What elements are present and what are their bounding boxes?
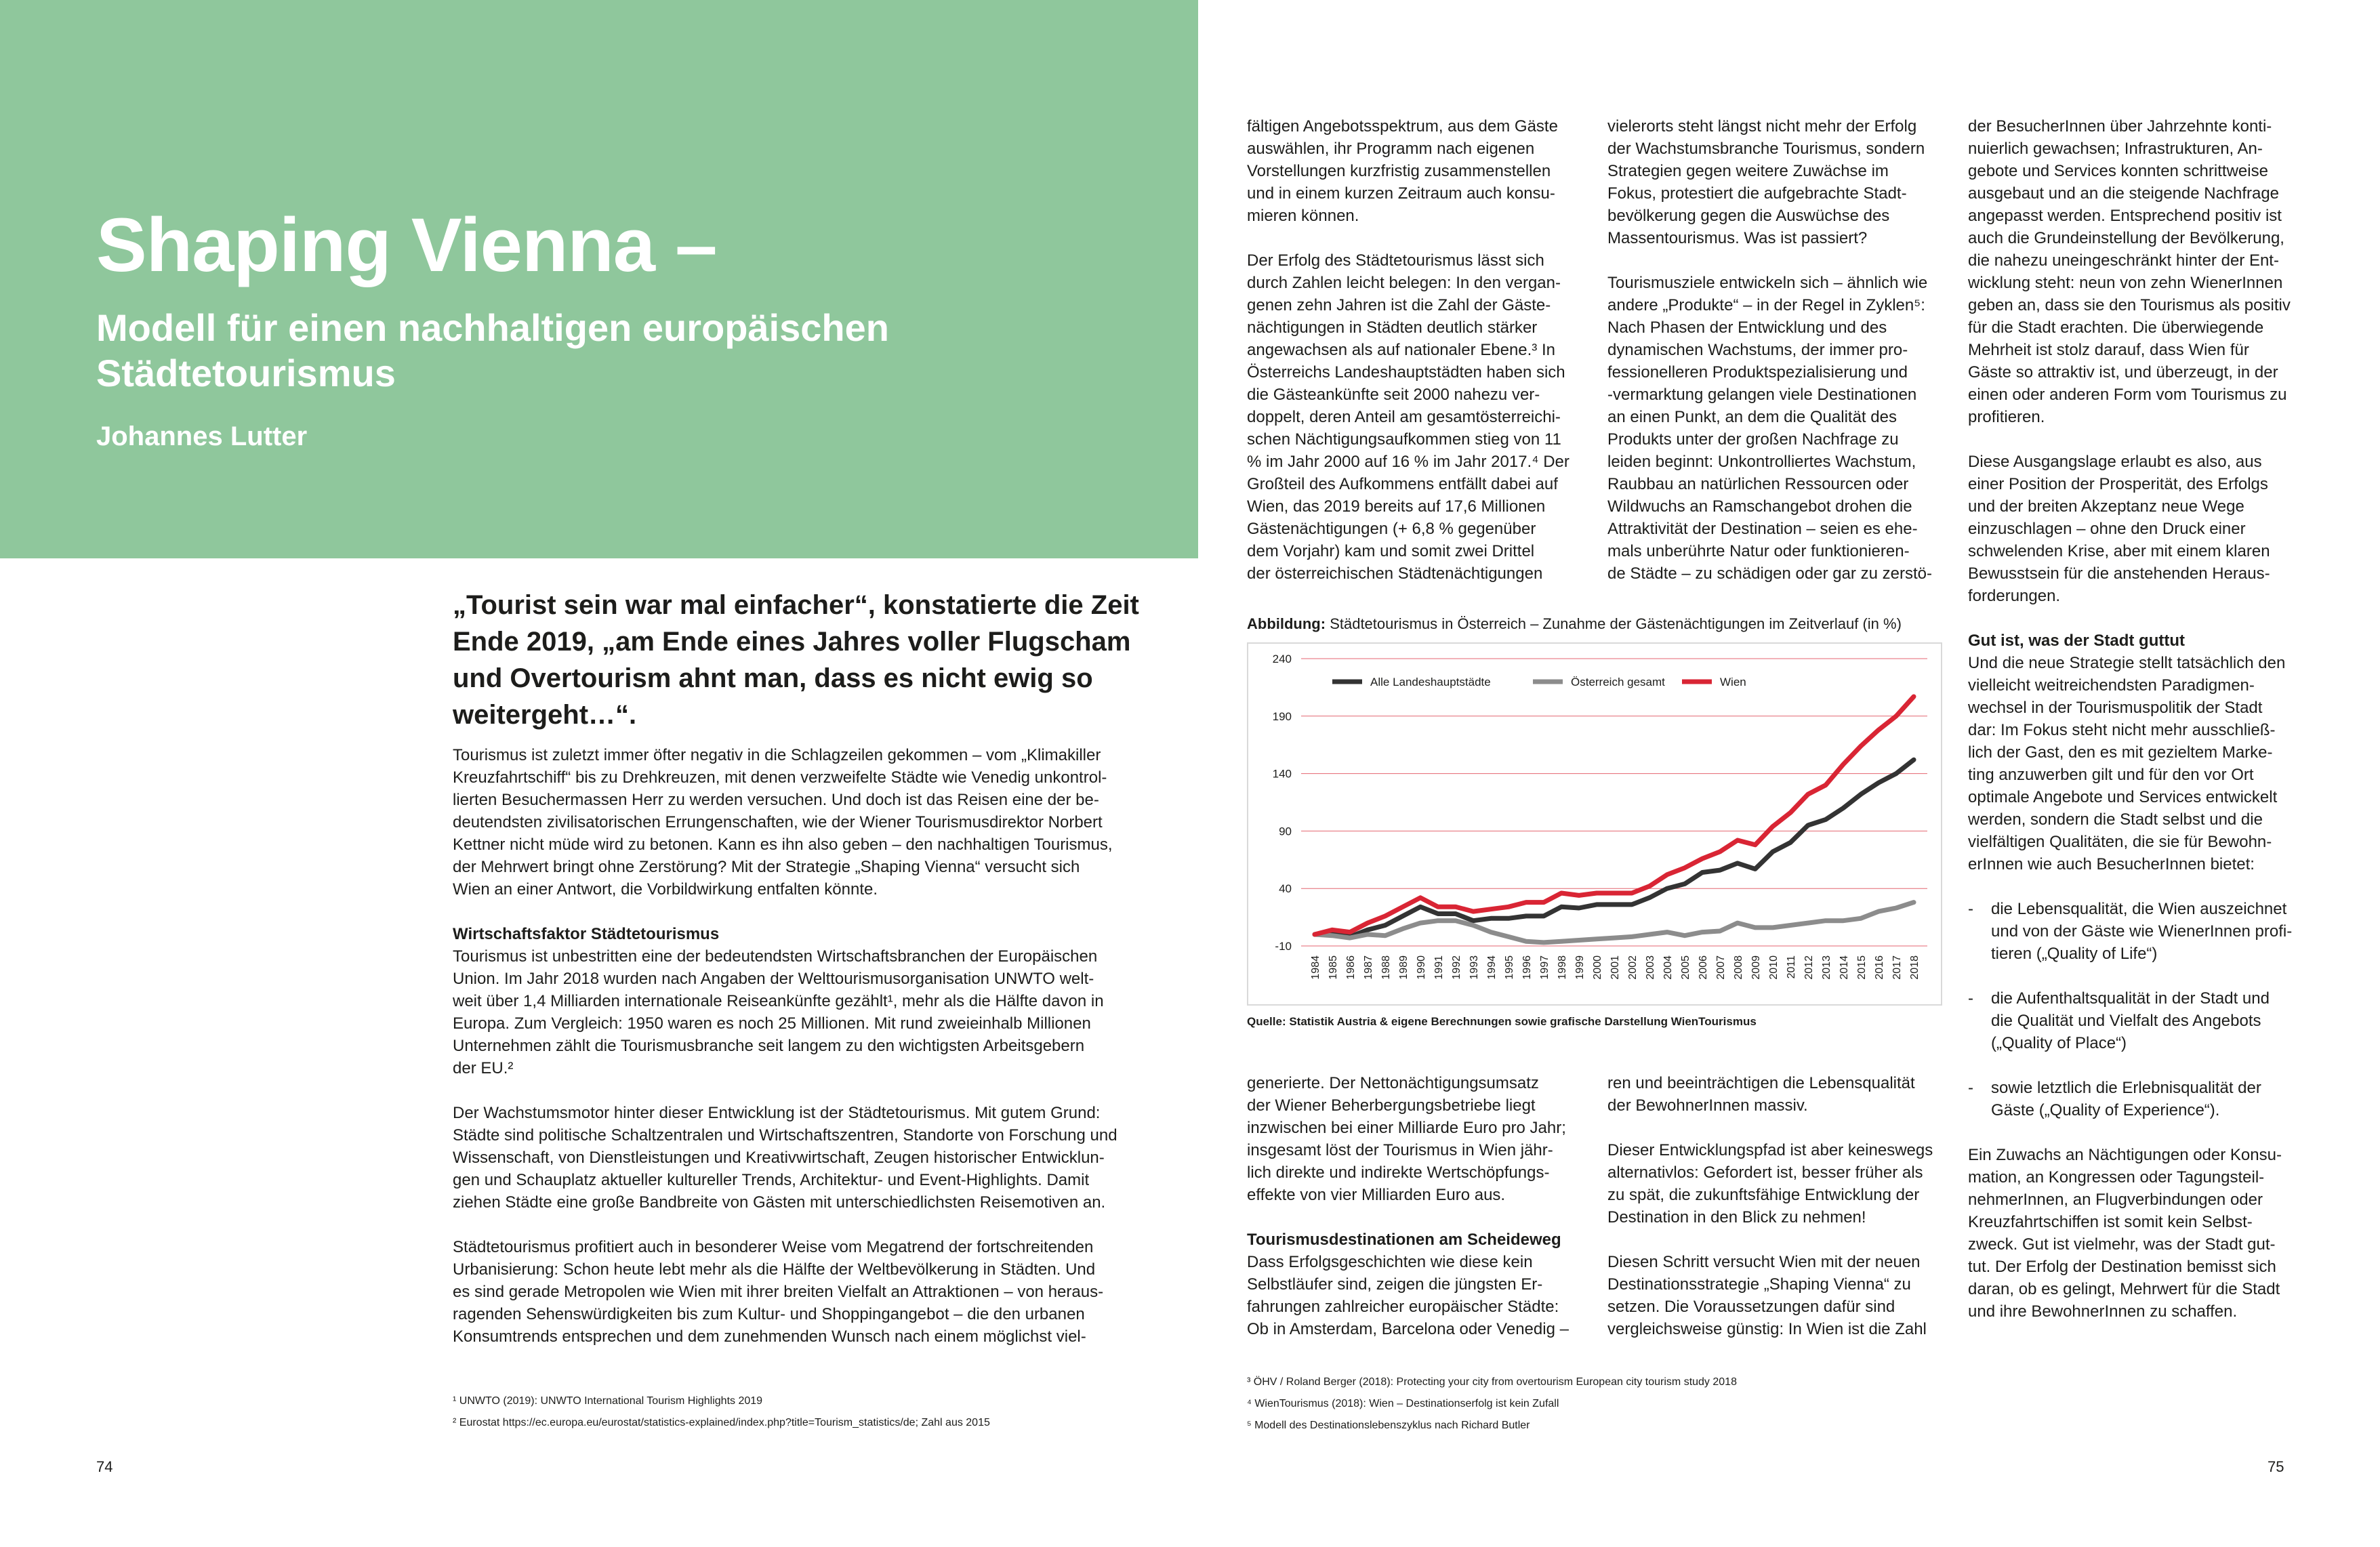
- text-line: Bewusstsein für die anstehenden Heraus-: [1968, 564, 2270, 583]
- text-line: ting anzuwerben gilt und für den vor Ort: [1968, 766, 2254, 784]
- paragraph-gap: [1607, 249, 1932, 272]
- x-tick-label: 2013: [1821, 955, 1832, 980]
- text-line: weit über 1,4 Milliarden internationale Reiseankünfte gezählt¹, mehr als die Hälfte davon in: [453, 992, 1104, 1010]
- x-tick-label: 1988: [1380, 955, 1392, 980]
- x-tick-label: 2001: [1609, 955, 1621, 980]
- text-line: die Qualität und Vielfalt des Angebots: [1991, 1012, 2261, 1030]
- bullet-text: [1991, 987, 2270, 1054]
- text-line: Selbstläufer sind, zeigen die jüngsten Er-: [1247, 1275, 1543, 1294]
- text-line: ziehen Städte eine große Bandbreite von Gästen mit unterschiedlichsten Reisemotiven an.: [453, 1193, 1106, 1212]
- text-line: lierten Besuchermassen Herr zu werden versuchen. Und doch ist das Reisen eine der be-: [453, 791, 1099, 809]
- paragraph-gap: [1607, 1117, 1933, 1139]
- text-line: Union. Im Jahr 2018 wurden nach Angaben der Welttourismusorganisation UNWTO welt-: [453, 970, 1094, 988]
- text-line: gen und Schauplatz aktueller kultureller Trends, Architektur- und Event-Highlights. Damit: [453, 1171, 1090, 1189]
- legend-label: Alle Landeshauptstädte: [1370, 676, 1491, 688]
- text-line: Attraktivität der Destination – seien es ehe-: [1607, 520, 1918, 538]
- text-line: wechsel in der Tourismuspolitik der Stadt: [1968, 699, 2263, 717]
- footnote: ¹ UNWTO (2019): UNWTO International Tourism Highlights 2019: [453, 1395, 763, 1407]
- paragraph-gap: [453, 1079, 1117, 1102]
- x-tick-label: 2014: [1839, 955, 1850, 980]
- x-tick-label: 2005: [1680, 955, 1691, 980]
- x-tick-label: 2007: [1715, 955, 1727, 980]
- text-line: Großteil des Aufkommens entfällt dabei auf: [1247, 475, 1558, 493]
- text-line: gebote und Services konnten schrittweise: [1968, 162, 2268, 180]
- text-line: Und die neue Strategie stellt tatsächlich den: [1968, 654, 2286, 672]
- text-line: der EU.²: [453, 1059, 514, 1077]
- section-heading: Tourismusdestinationen am Scheideweg: [1247, 1231, 1561, 1249]
- bullet-text: [1991, 898, 2292, 965]
- text-line: Strategien gegen weitere Zuwächse im: [1607, 162, 1889, 180]
- paragraph-gap: [1607, 1229, 1933, 1251]
- text-line: lich direkte und indirekte Wertschöpfungs-: [1247, 1163, 1550, 1182]
- text-line: Destinationsstrategie „Shaping Vienna“ zu: [1607, 1275, 1911, 1294]
- x-tick-label: 1984: [1310, 955, 1321, 980]
- bullet-dash: -: [1968, 1079, 1973, 1097]
- text-line: und in einem kurzen Zeitraum auch konsu-: [1247, 184, 1555, 203]
- column-2-top: [1247, 115, 1569, 585]
- figure-caption-text: Städtetourismus in Österreich – Zunahme der Gästenächtigungen im Zeitverlauf (in %): [1326, 615, 1902, 632]
- text-line: dar: Im Fokus steht nicht mehr ausschließ-: [1968, 721, 2276, 739]
- y-tick-label: 240: [1272, 653, 1292, 665]
- paragraph-gap: [1968, 428, 2292, 451]
- text-line: der BewohnerInnen massiv.: [1607, 1096, 1808, 1115]
- title-banner: [0, 0, 1198, 558]
- text-line: sowie letztlich die Erlebnisqualität der: [1991, 1079, 2261, 1097]
- text-line: einzuschlagen – ohne den Druck einer: [1968, 520, 2246, 538]
- text-line: einen oder anderen Form vom Tourismus zu: [1968, 386, 2287, 404]
- text-line: der Mehrwert bringt ohne Zerstörung? Mit der Strategie „Shaping Vienna“ versucht sich: [453, 858, 1080, 876]
- y-tick-label: -10: [1275, 940, 1292, 953]
- text-line: Städte sind politische Schaltzentralen und Wirtschaftszentren, Standorte von Forschung und: [453, 1126, 1117, 1144]
- text-line: Der Erfolg des Städtetourismus lässt sich: [1247, 251, 1544, 270]
- line-chart: [1248, 644, 1941, 1004]
- text-line: schwelenden Krise, aber mit einem klaren: [1968, 542, 2270, 560]
- left-column-text: [453, 744, 1117, 1348]
- text-line: für die Stadt erachten. Die überwiegende: [1968, 318, 2264, 337]
- text-line: Fokus, protestiert die aufgebrachte Stadt-: [1607, 184, 1907, 203]
- text-line: fältigen Angebotsspektrum, aus dem Gäste: [1247, 117, 1558, 136]
- x-tick-label: 2011: [1786, 955, 1797, 979]
- text-line: ren und beeinträchtigen die Lebensqualität: [1607, 1074, 1915, 1092]
- paragraph-gap: [1968, 965, 2292, 987]
- x-tick-label: 1985: [1328, 955, 1339, 980]
- chart-container: [1247, 642, 1942, 1006]
- text-line: Konsumtrends entsprechen und dem zunehmenden Wunsch nach einem möglichst viel-: [453, 1327, 1086, 1346]
- x-tick-label: 1994: [1486, 955, 1498, 980]
- lead-line: und Overtourism ahnt man, dass es nicht ewig so: [453, 663, 1093, 693]
- text-line: schen Nächtigungsaufkommen stieg von 11: [1247, 430, 1561, 449]
- text-line: und der breiten Akzeptanz neue Wege: [1968, 497, 2244, 516]
- text-line: die nahezu uneingeschränkt hinter der Ent-: [1968, 251, 2279, 270]
- subtitle-line: Modell für einen nachhaltigen europäischen: [96, 306, 889, 349]
- page-number-left: 74: [96, 1458, 113, 1475]
- page-number-right: 75: [2268, 1458, 2284, 1475]
- footnote: ⁴ WienTourismus (2018): Wien – Destinationserfolg ist kein Zufall: [1247, 1398, 1559, 1409]
- text-line: Raubbau an natürlichen Ressourcen oder: [1607, 475, 1909, 493]
- x-tick-label: 1997: [1539, 955, 1551, 980]
- column-2-bottom: [1247, 1072, 1569, 1340]
- text-line: tieren („Quality of Life“): [1991, 945, 2158, 963]
- text-line: angepasst werden. Entsprechend positiv ist: [1968, 207, 2282, 225]
- text-line: Wissenschaft, von Dienstleistungen und Kreativwirtschaft, Zeugen historischer Entwicklun-: [453, 1149, 1105, 1167]
- article-author: Johannes Lutter: [96, 421, 308, 451]
- text-line: Unternehmen zählt die Tourismusbranche seit langem zu den wichtigsten Arbeitsgebern: [453, 1037, 1085, 1055]
- text-line: die Gästeankünfte seit 2000 nahezu ver-: [1247, 386, 1540, 404]
- text-line: fahrungen zahlreicher europäischer Städte:: [1247, 1298, 1559, 1316]
- paragraph-gap: [453, 1214, 1117, 1236]
- text-line: nehmerInnen, an Flugverbindungen oder: [1968, 1191, 2263, 1209]
- figure-label: Abbildung:: [1247, 615, 1326, 632]
- text-line: optimale Angebote und Services entwickelt: [1968, 788, 2278, 806]
- bullet-dash: -: [1968, 900, 1973, 918]
- footnote: ² Eurostat https://ec.europa.eu/eurostat/statistics-explained/index.php?title=Tourism_statistics/de; Zahl aus 2015: [453, 1417, 990, 1428]
- paragraph-gap: [453, 901, 1117, 923]
- text-line: ragenden Sehenswürdigkeiten bis zum Kultur- und Shoppingangebot – die den urbanen: [453, 1305, 1085, 1323]
- y-tick-label: 90: [1279, 825, 1292, 838]
- text-line: einer Position der Prosperität, des Erfolgs: [1968, 475, 2268, 493]
- lead-line: „Tourist sein war mal einfacher“, konstatierte die Zeit: [453, 590, 1139, 620]
- x-tick-label: 1999: [1574, 955, 1586, 980]
- text-line: es sind gerade Metropolen wie Wien mit ihrer breiten Vielfalt an Attraktionen – von heraus-: [453, 1283, 1104, 1301]
- legend-label: Wien: [1720, 676, 1746, 688]
- section-heading: Gut ist, was der Stadt guttut: [1968, 632, 2186, 650]
- text-line: Gäste so attraktiv ist, und überzeugt, in der: [1968, 363, 2278, 381]
- x-tick-label: 2008: [1733, 955, 1744, 980]
- text-line: alternativlos: Gefordert ist, besser früher als: [1607, 1163, 1923, 1182]
- text-line: wicklung steht: neun von zehn WienerInnen: [1968, 274, 2283, 292]
- legend-label: Österreich gesamt: [1571, 676, 1665, 688]
- x-tick-label: 1992: [1451, 955, 1462, 980]
- paragraph-gap: [1968, 607, 2292, 630]
- footnotes-left: [453, 1390, 990, 1434]
- text-line: auswählen, ihr Programm nach eigenen: [1247, 140, 1535, 158]
- text-line: Wien, das 2019 bereits auf 17,6 Millionen: [1247, 497, 1546, 516]
- bullet-item: [1968, 898, 2292, 965]
- text-line: auch die Grundeinstellung der Bevölkerung,: [1968, 229, 2284, 247]
- x-tick-label: 2009: [1750, 955, 1762, 980]
- x-tick-label: 2004: [1662, 955, 1674, 980]
- text-line: mieren können.: [1247, 207, 1359, 225]
- figure-source: Quelle: Statistik Austria & eigene Berechnungen sowie grafische Darstellung WienTourismus: [1247, 1015, 1757, 1028]
- text-line: nuierlich gewachsen; Infrastrukturen, An-: [1968, 140, 2263, 158]
- x-tick-label: 2006: [1698, 955, 1709, 980]
- paragraph-gap: [1968, 875, 2292, 898]
- text-line: Vorstellungen kurzfristig zusammenstellen: [1247, 162, 1551, 180]
- text-line: ausgebaut und an die steigende Nachfrage: [1968, 184, 2280, 203]
- column-3-bottom: [1607, 1072, 1933, 1340]
- bullet-item: [1968, 1077, 2292, 1121]
- text-line: de Städte – zu schädigen oder gar zu zerstö-: [1607, 564, 1932, 583]
- text-line: Destination in den Blick zu nehmen!: [1607, 1208, 1866, 1226]
- text-line: Der Wachstumsmotor hinter dieser Entwicklung ist der Städtetourismus. Mit gutem Grund:: [453, 1104, 1101, 1122]
- text-line: deutendsten zivilisatorischen Errungenschaften, wie der Wiener Tourismusdirektor Norbert: [453, 813, 1103, 831]
- subtitle-line: Städtetourismus: [96, 352, 396, 395]
- text-line: die Lebensqualität, die Wien auszeichnet: [1991, 900, 2287, 918]
- text-line: Mehrheit ist stolz darauf, dass Wien für: [1968, 341, 2249, 359]
- article-subtitle: [96, 305, 1045, 396]
- text-line: doppelt, deren Anteil am gesamtösterreichi-: [1247, 408, 1561, 426]
- paragraph-gap: [1247, 227, 1569, 249]
- article-title: Shaping Vienna –: [96, 203, 717, 287]
- text-line: angewachsen als auf nationaler Ebene.³ In: [1247, 341, 1555, 359]
- text-line: Urbanisierung: Schon heute lebt mehr als die Hälfte der Weltbevölkerung in Städten. Und: [453, 1260, 1096, 1279]
- x-tick-label: 2003: [1645, 955, 1656, 980]
- text-line: zu spät, die zukunftsfähige Entwicklung der: [1607, 1186, 1920, 1204]
- text-line: und ihre BewohnerInnen zu schaffen.: [1968, 1302, 2238, 1321]
- bullet-dash: -: [1968, 989, 1973, 1008]
- text-line: andere „Produkte“ – in der Regel in Zyklen⁵:: [1607, 296, 1925, 314]
- text-line: Kreuzfahrtschiffen ist somit kein Selbst-: [1968, 1213, 2253, 1231]
- text-line: fessionelleren Produktspezialisierung und: [1607, 363, 1908, 381]
- x-tick-label: 2002: [1627, 955, 1639, 980]
- text-line: Österreichs Landeshauptstädten haben sich: [1247, 363, 1565, 381]
- text-line: daran, ob es gelingt, Mehrwert für die Stadt: [1968, 1280, 2280, 1298]
- text-line: werden, sondern die Stadt selbst und die: [1968, 810, 2263, 829]
- x-tick-label: 2015: [1856, 955, 1868, 980]
- x-tick-label: 1998: [1557, 955, 1568, 980]
- text-line: an einen Punkt, an dem die Qualität des: [1607, 408, 1897, 426]
- text-line: Tourismus ist unbestritten eine der bedeutendsten Wirtschaftsbranchen der Europäischen: [453, 947, 1098, 966]
- text-line: bevölkerung gegen die Auswüchse des: [1607, 207, 1890, 225]
- x-tick-label: 2000: [1592, 955, 1603, 980]
- text-line: zweck. Gut ist vielmehr, was der Stadt gut-: [1968, 1235, 2276, 1254]
- text-line: Gäste („Quality of Experience“).: [1991, 1101, 2220, 1119]
- text-line: genen zehn Jahren ist die Zahl der Gäste-: [1247, 296, 1551, 314]
- text-line: Diese Ausgangslage erlaubt es also, aus: [1968, 453, 2262, 471]
- x-tick-label: 2012: [1803, 955, 1815, 980]
- footnote: ³ ÖHV / Roland Berger (2018): Protecting your city from overtourism European city tourism study 2018: [1247, 1376, 1737, 1388]
- text-line: Dieser Entwicklungspfad ist aber keineswegs: [1607, 1141, 1933, 1159]
- text-line: der österreichischen Städtenächtigungen: [1247, 564, 1543, 583]
- text-line: Kreuzfahrtschiff“ bis zu Drehkreuzen, mit denen verzweifelte Städte wie Venedig unkontrol-: [453, 768, 1107, 787]
- series-line: [1315, 697, 1914, 934]
- text-line: forderungen.: [1968, 587, 2061, 605]
- text-line: dem Vorjahr) kam und somit zwei Drittel: [1247, 542, 1535, 560]
- y-tick-label: 40: [1279, 882, 1292, 896]
- text-line: der Wachstumsbranche Tourismus, sondern: [1607, 140, 1925, 158]
- x-tick-label: 2018: [1909, 955, 1921, 980]
- bullet-text: [1991, 1077, 2261, 1121]
- bullet-item: [1968, 987, 2292, 1054]
- text-line: inzwischen bei einer Milliarde Euro pro Jahr;: [1247, 1119, 1566, 1137]
- text-line: Nach Phasen der Entwicklung und des: [1607, 318, 1887, 337]
- text-line: vergleichsweise günstig: In Wien ist die Zahl: [1607, 1320, 1927, 1338]
- text-line: und von der Gäste wie WienerInnen profi-: [1991, 922, 2293, 941]
- x-tick-label: 1990: [1416, 955, 1427, 980]
- text-line: tut. Der Erfolg der Destination bemisst sich: [1968, 1258, 2276, 1276]
- footnotes-right: [1247, 1371, 1737, 1437]
- text-line: mation, an Kongressen oder Tagungsteil-: [1968, 1168, 2265, 1187]
- text-line: Ein Zuwachs an Nächtigungen oder Konsu-: [1968, 1146, 2282, 1164]
- x-tick-label: 2017: [1891, 955, 1903, 980]
- text-line: Diesen Schritt versucht Wien mit der neuen: [1607, 1253, 1921, 1271]
- column-3-top: [1607, 115, 1932, 585]
- text-line: Dass Erfolgsgeschichten wie diese kein: [1247, 1253, 1533, 1271]
- lead-quote: [453, 587, 1144, 733]
- y-tick-label: 190: [1272, 709, 1292, 723]
- text-line: profitieren.: [1968, 408, 2045, 426]
- y-tick-label: 140: [1272, 767, 1292, 781]
- text-line: Kettner nicht müde wird zu betonen. Kann es ihn also geben – den nachhaltigen Tourismus,: [453, 836, 1113, 854]
- text-line: Ob in Amsterdam, Barcelona oder Venedig –: [1247, 1320, 1569, 1338]
- paragraph-gap: [1247, 1206, 1569, 1229]
- text-line: nächtigungen in Städten deutlich stärker: [1247, 318, 1538, 337]
- text-line: % im Jahr 2000 auf 16 % im Jahr 2017.⁴ Der: [1247, 453, 1569, 471]
- text-line: Tourismusziele entwickeln sich – ähnlich wie: [1607, 274, 1928, 292]
- text-line: durch Zahlen leicht belegen: In den vergan-: [1247, 274, 1561, 292]
- x-tick-label: 1986: [1345, 955, 1357, 980]
- text-line: insgesamt löst der Tourismus in Wien jähr-: [1247, 1141, 1553, 1159]
- x-tick-label: 1995: [1504, 955, 1515, 980]
- text-line: der BesucherInnen über Jahrzehnte konti-: [1968, 117, 2272, 136]
- column-4: [1968, 115, 2292, 1323]
- text-line: Gästenächtigungen (+ 6,8 % gegenüber: [1247, 520, 1536, 538]
- text-line: erInnen wie auch BesucherInnen bietet:: [1968, 855, 2255, 873]
- text-line: Wildwuchs an Ramschangebot drohen die: [1607, 497, 1912, 516]
- x-tick-label: 1993: [1469, 955, 1480, 980]
- x-tick-label: 1996: [1521, 955, 1533, 980]
- x-tick-label: 2010: [1768, 955, 1780, 980]
- section-heading: Wirtschaftsfaktor Städtetourismus: [453, 925, 720, 943]
- text-line: dynamischen Wachstums, der immer pro-: [1607, 341, 1908, 359]
- text-line: der Wiener Beherbergungsbetriebe liegt: [1247, 1096, 1536, 1115]
- text-line: vielerorts steht längst nicht mehr der Erfolg: [1607, 117, 1917, 136]
- text-line: geben an, dass sie den Tourismus als positiv: [1968, 296, 2291, 314]
- text-line: Tourismus ist zuletzt immer öfter negativ in die Schlagzeilen gekommen – vom „Klimakiller: [453, 746, 1101, 764]
- footnote: ⁵ Modell des Destinationslebenszyklus nach Richard Butler: [1247, 1420, 1530, 1431]
- text-line: Massentourismus. Was ist passiert?: [1607, 229, 1868, 247]
- text-line: generierte. Der Nettonächtigungsumsatz: [1247, 1074, 1539, 1092]
- text-line: Europa. Zum Vergleich: 1950 waren es noch 25 Millionen. Mit rund zweieinhalb Millionen: [453, 1014, 1091, 1033]
- text-line: -vermarktung gelangen viele Destinationen: [1607, 386, 1917, 404]
- text-line: vielfältigen Qualitäten, die sie für Bewohn-: [1968, 833, 2272, 851]
- paragraph-gap: [1968, 1121, 2292, 1144]
- text-line: vielleicht weitreichendsten Paradigmen-: [1968, 676, 2255, 695]
- x-tick-label: 1987: [1363, 955, 1374, 980]
- lead-line: weitergeht…“.: [453, 700, 637, 730]
- text-line: Produkts unter der großen Nachfrage zu: [1607, 430, 1899, 449]
- text-line: Wien an einer Antwort, die Vorbildwirkung entfalten könnte.: [453, 880, 878, 899]
- text-line: mals unberührte Natur oder funktionieren-: [1607, 542, 1910, 560]
- text-line: leiden beginnt: Unkontrolliertes Wachstum,: [1607, 453, 1916, 471]
- text-line: die Aufenthaltsqualität in der Stadt und: [1991, 989, 2270, 1008]
- text-line: lich der Gast, den es mit gezieltem Marke-: [1968, 743, 2273, 762]
- text-line: („Quality of Place“): [1991, 1034, 2127, 1052]
- text-line: Städtetourismus profitiert auch in besonderer Weise vom Megatrend der fortschreitenden: [453, 1238, 1094, 1256]
- x-tick-label: 2016: [1874, 955, 1885, 980]
- text-line: effekte von vier Milliarden Euro aus.: [1247, 1186, 1506, 1204]
- lead-line: Ende 2019, „am Ende eines Jahres voller Flugscham: [453, 627, 1131, 657]
- x-tick-label: 1989: [1398, 955, 1410, 980]
- text-line: setzen. Die Voraussetzungen dafür sind: [1607, 1298, 1895, 1316]
- paragraph-gap: [1968, 1054, 2292, 1077]
- figure-caption: [1247, 615, 1902, 633]
- x-tick-label: 1991: [1433, 955, 1445, 980]
